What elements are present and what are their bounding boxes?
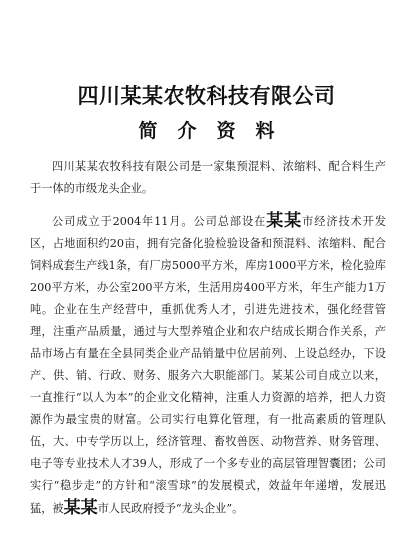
subtitle-char: 资 [216, 120, 236, 142]
subtitle-char: 介 [177, 120, 197, 142]
paragraph-text: 市经济技术开发区，占地面积约20亩，拥有完备化验检验设备和预混料、浓缩料、配合饲料成套生产线1条，有厂房5000平方米，库房1000平方米，检化验库200平方米，办公室200平方米，生活用房400平方米，年生产能力1万吨。企业在生产经营中，重抓优秀人才，引进先进技术，强化经营管理，注重产品质量，通过与大型养殖企业和农户结成长期合作关系，产品市场占有量在全县同类企业产品销量中位居前列、上设总经办，下设产、供、销、行政、财务、服务六大职能部门。某某公司自成立以来，一直推行“以人为本”的企业文化精神，注重人力资源的培养，把人力资源作为最宝贵的财富。公司实行电算化管理，有一批高素质的管理队伍，大、中专学历以上，经济管理、畜牧兽医、动物营养、财务管理、电子等专业技术人才39人，形成了一个多专业的高层管理智囊团；公司实行“稳步走”的方针和“滚雪球”的发展模式，效益年年递增，发展迅猛，被 [30, 215, 386, 515]
intro-paragraph: 四川某某农牧科技有限公司是一家集预混料、浓缩料、配合料生产于一体的市级龙头企业。 [30, 160, 386, 195]
subtitle-char: 料 [255, 120, 275, 142]
subtitle-char: 简 [138, 120, 158, 142]
paragraph-text: 公司成立于2004年11月。公司总部设在 [52, 215, 267, 228]
city-name-emphasis: 某某 [63, 498, 98, 518]
company-description-paragraph [30, 210, 386, 520]
document-title: 四川某某农牧科技有限公司 [77, 84, 336, 108]
document-subtitle [0, 116, 413, 143]
city-name-emphasis: 某某 [266, 211, 303, 231]
paragraph-text: 市人民政府授予“龙头企业”。 [97, 502, 244, 515]
